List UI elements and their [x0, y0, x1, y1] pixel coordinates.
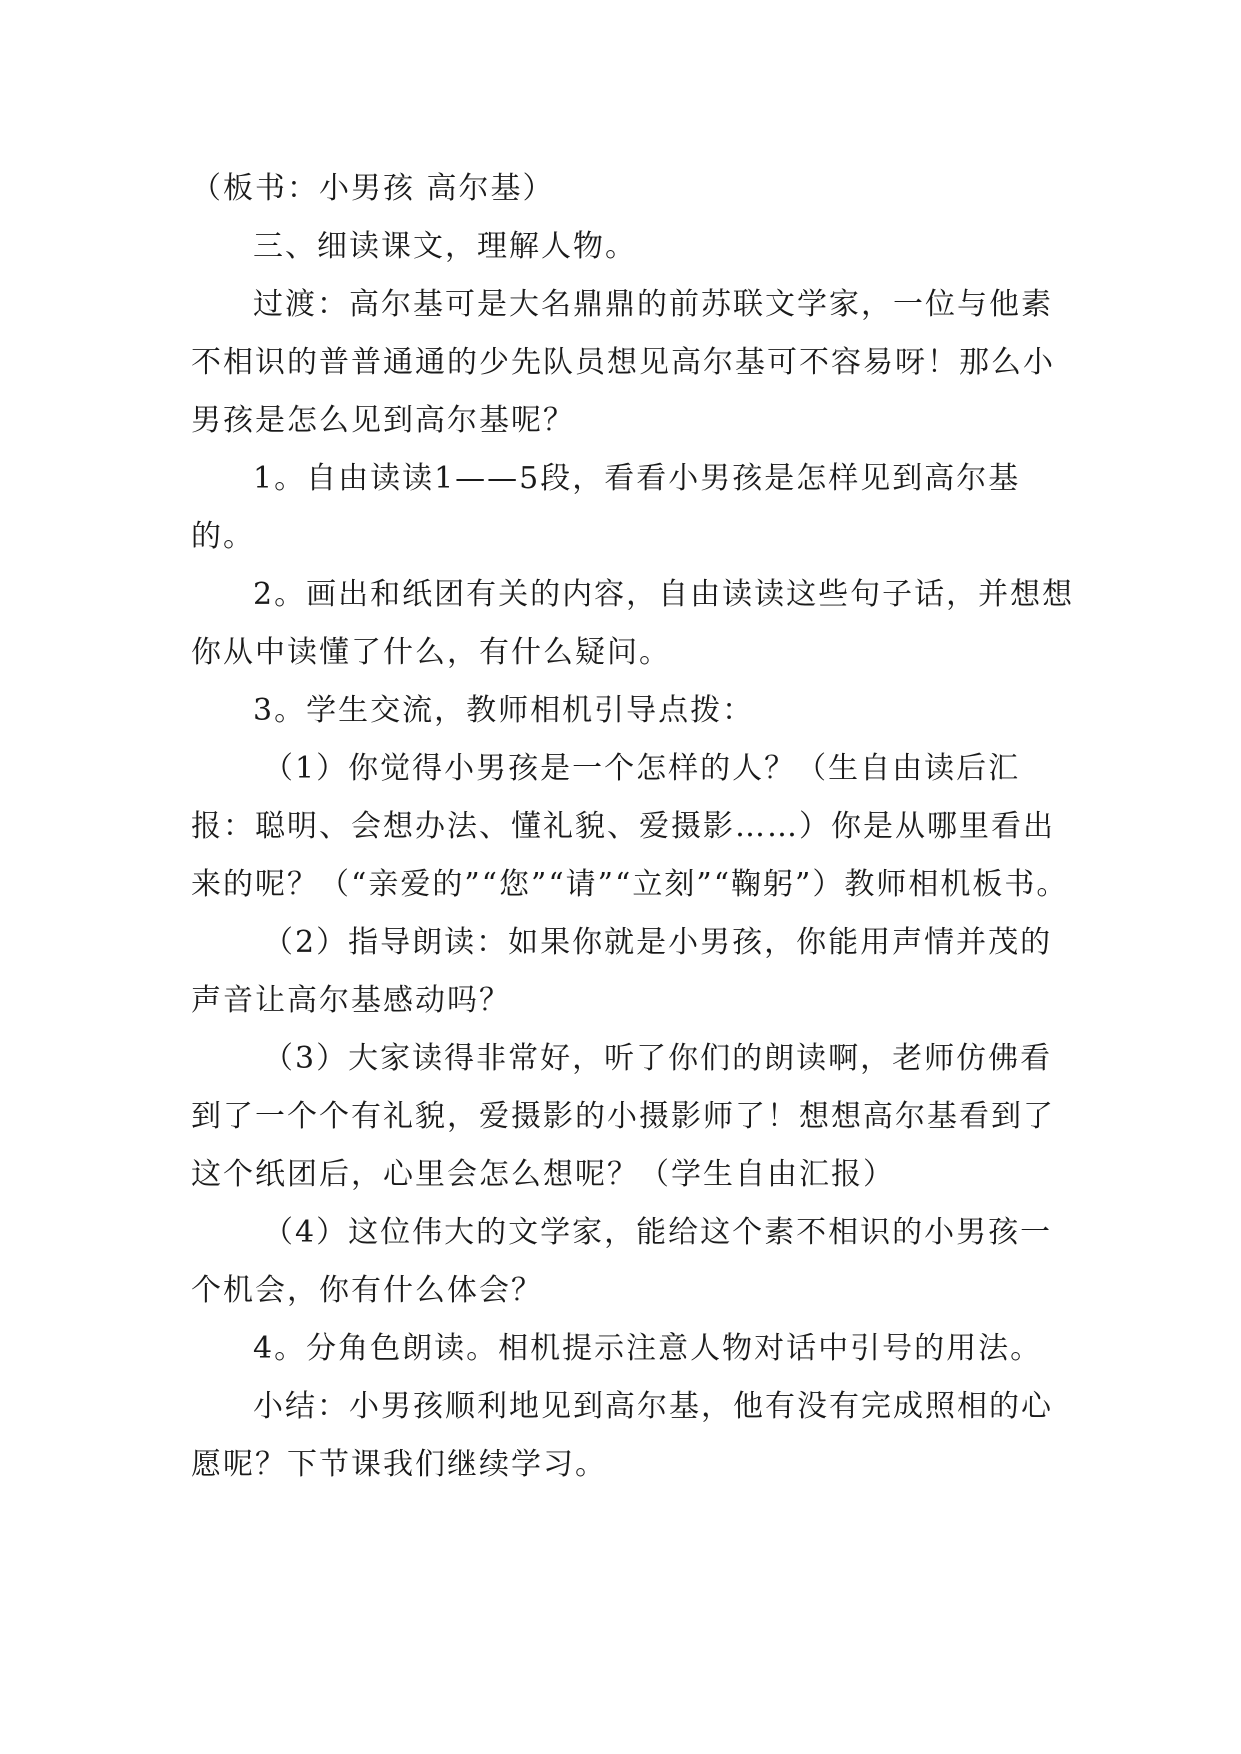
step-2: 2。画出和纸团有关的内容，自由读读这些句子话，并想想你从中读懂了什么，有什么疑问。 [191, 577, 1075, 670]
section-heading: 三、细读课文，理解人物。 [253, 229, 637, 264]
board-note: （板书：小男孩 高尔基） [191, 171, 555, 206]
document-page [191, 160, 1081, 1494]
sub-item-1: （1）你觉得小男孩是一个怎样的人？（生自由读后汇报：聪明、会想办法、懂礼貌、爱摄影……）你是从哪里看出来的呢？（“亲爱的”“您”“请”“立刻”“鞠躬”）教师相机板书。 [191, 751, 1069, 902]
sub-item-4: （4）这位伟大的文学家，能给这个素不相识的小男孩一个机会，你有什么体会？ [191, 1215, 1053, 1308]
sub-item-2: （2）指导朗读：如果你就是小男孩，你能用声情并茂的声音让高尔基感动吗？ [191, 925, 1053, 1018]
sub-item-3: （3）大家读得非常好，听了你们的朗读啊，老师仿佛看到了一个个有礼貌，爱摄影的小摄影师了！想想高尔基看到了这个纸团后，心里会怎么想呢？（学生自由汇报） [191, 1041, 1055, 1192]
step-3: 3。学生交流，教师相机引导点拨： [253, 693, 755, 728]
step-4: 4。分角色朗读。相机提示注意人物对话中引号的用法。 [253, 1331, 1043, 1366]
step-1: 1。自由读读1——5段，看看小男孩是怎样见到高尔基的。 [191, 461, 1021, 554]
transition-paragraph: 过渡：高尔基可是大名鼎鼎的前苏联文学家，一位与他素不相识的普普通通的少先队员想见高尔基可不容易呀！那么小男孩是怎么见到高尔基呢？ [191, 287, 1055, 438]
summary-paragraph: 小结：小男孩顺利地见到高尔基，他有没有完成照相的心愿呢？下节课我们继续学习。 [191, 1389, 1053, 1482]
